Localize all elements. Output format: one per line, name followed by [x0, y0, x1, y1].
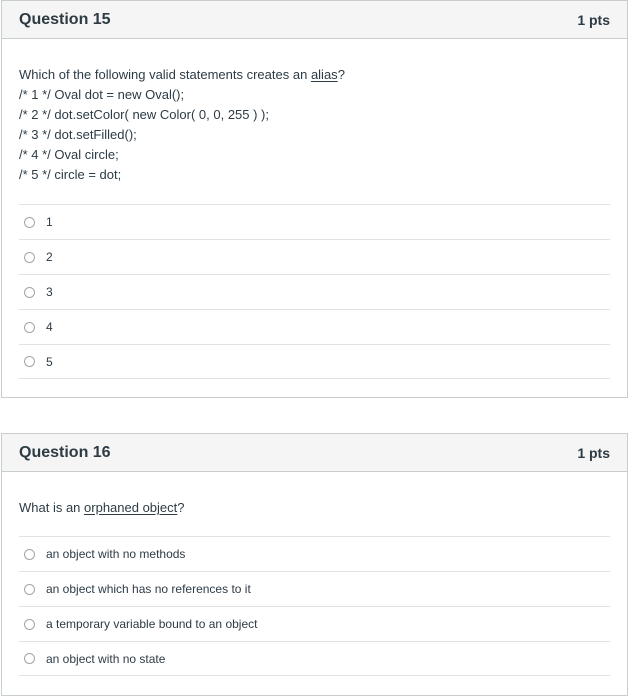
answer-label: an object with no state — [46, 651, 166, 666]
radio-button[interactable] — [24, 653, 35, 664]
question-title: Question 16 — [19, 443, 111, 461]
answer-list — [19, 204, 610, 379]
code-line: /* 1 */ Oval dot = new Oval(); — [19, 87, 185, 102]
answer-label: 2 — [46, 250, 53, 264]
question-header — [2, 434, 627, 472]
code-line: /* 4 */ Oval circle; — [19, 147, 119, 162]
code-line: /* 5 */ circle = dot; — [19, 167, 122, 182]
question-16-card — [1, 433, 628, 696]
radio-button[interactable] — [24, 322, 35, 333]
answer-list — [19, 536, 610, 676]
answer-option[interactable] — [19, 606, 610, 641]
question-header — [2, 1, 627, 39]
answer-option[interactable] — [19, 309, 610, 344]
question-prompt — [19, 498, 610, 518]
glossary-term-link[interactable]: orphaned object — [84, 500, 178, 515]
question-prompt — [19, 65, 610, 85]
answer-label: an object which has no references to it — [46, 582, 251, 596]
radio-button[interactable] — [24, 217, 35, 228]
answer-label: 1 — [46, 215, 53, 229]
radio-button[interactable] — [24, 584, 35, 595]
answer-option[interactable] — [19, 536, 610, 571]
answer-label: 3 — [46, 285, 53, 299]
prompt-text-end: ? — [177, 500, 185, 515]
answer-option[interactable] — [19, 344, 610, 379]
answer-option[interactable] — [19, 641, 610, 676]
radio-button[interactable] — [24, 252, 35, 263]
prompt-text: What is an — [19, 500, 85, 515]
question-points: 1 pts — [577, 11, 610, 28]
answer-option[interactable] — [19, 571, 610, 606]
radio-button[interactable] — [24, 287, 35, 298]
question-title: Question 15 — [19, 10, 111, 28]
prompt-text-end: ? — [337, 67, 345, 82]
answer-option[interactable] — [19, 274, 610, 309]
code-line: /* 2 */ dot.setColor( new Color( 0, 0, 255 ) ); — [19, 107, 269, 122]
radio-button[interactable] — [24, 619, 35, 630]
code-line: /* 3 */ dot.setFilled(); — [19, 127, 137, 142]
answer-option[interactable] — [19, 239, 610, 274]
answer-label: 4 — [46, 320, 53, 334]
question-text — [2, 472, 627, 518]
answer-label: an object with no methods — [46, 547, 186, 561]
glossary-term-link[interactable]: alias — [310, 67, 338, 82]
radio-button[interactable] — [24, 549, 35, 560]
answer-label: 5 — [46, 354, 53, 369]
radio-button[interactable] — [24, 356, 35, 367]
answer-label: a temporary variable bound to an object — [46, 617, 258, 631]
question-15-card — [1, 0, 628, 398]
question-points: 1 pts — [577, 444, 610, 461]
prompt-text: Which of the following valid statements creates an — [19, 67, 311, 82]
answer-option[interactable] — [19, 204, 610, 239]
question-text — [2, 39, 627, 185]
